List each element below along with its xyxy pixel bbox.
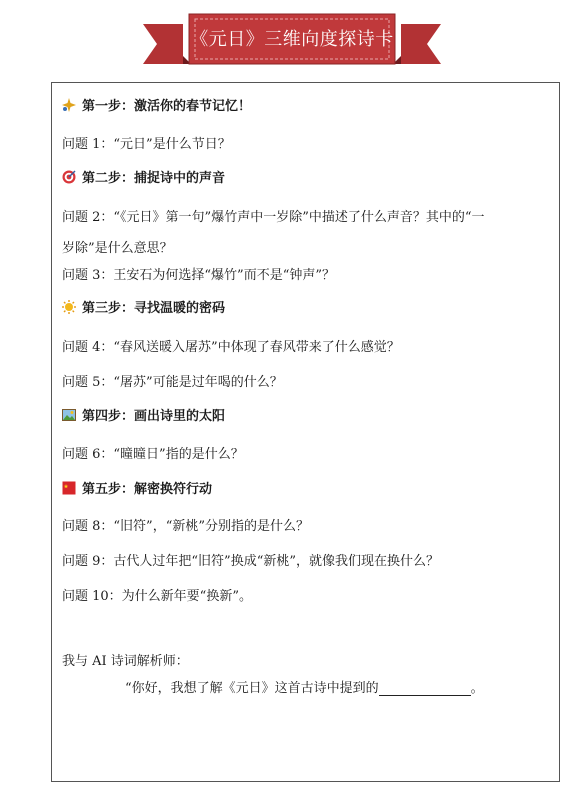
question-2-line-1: 问题 2：“《元日》第一句”爆竹声中一岁除”中描述了什么声音？其中的“一 bbox=[62, 210, 485, 225]
step-3-heading bbox=[62, 297, 225, 316]
question-1: 问题 1：“元日”是什么节日？ bbox=[62, 137, 231, 152]
question-4: 问题 4：“春风送暖入屠苏”中体现了春风带来了什么感觉？ bbox=[62, 340, 400, 355]
step-4-heading bbox=[62, 405, 225, 424]
dialogue-prompt-line bbox=[125, 677, 484, 696]
answer-blank[interactable] bbox=[379, 681, 471, 696]
dialogue-end: 。 bbox=[470, 681, 484, 696]
sparkle-icon bbox=[62, 98, 76, 112]
question-5: 问题 5：“屠苏”可能是过年喝的什么？ bbox=[62, 375, 283, 390]
title-banner bbox=[143, 6, 441, 72]
dialogue-intro: 我与 AI 诗词解析师： bbox=[62, 654, 189, 669]
step-5-label: 第五步：解密换符行动 bbox=[82, 482, 213, 497]
red-square-icon bbox=[62, 481, 76, 495]
step-3-label: 第三步：寻找温暖的密码 bbox=[82, 301, 226, 316]
question-6: 问题 6：“曈曈日”指的是什么？ bbox=[62, 447, 244, 462]
target-icon bbox=[62, 170, 76, 184]
step-2-label: 第二步：捕捉诗中的声音 bbox=[82, 171, 226, 186]
dialogue-prompt: “你好，我想了解《元日》这首古诗中提到的 bbox=[125, 681, 379, 696]
step-5-heading bbox=[62, 478, 212, 497]
step-4-label: 第四步：画出诗里的太阳 bbox=[82, 409, 226, 424]
question-9: 问题 9：古代人过年把“旧符”换成“新桃”，就像我们现在换什么？ bbox=[62, 554, 439, 569]
step-1-label: 第一步：激活你的春节记忆！ bbox=[82, 99, 252, 114]
question-8: 问题 8：“旧符”，“新桃”分别指的是什么？ bbox=[62, 519, 309, 534]
banner-title: 《元日》三维向度探诗卡 bbox=[190, 29, 394, 50]
question-10: 问题 10：为什么新年要“换新”。 bbox=[62, 589, 252, 604]
step-1-heading bbox=[62, 95, 251, 114]
picture-icon bbox=[62, 408, 76, 422]
question-3: 问题 3：王安石为何选择“爆竹”而不是“钟声”？ bbox=[62, 268, 335, 283]
step-2-heading bbox=[62, 167, 225, 186]
sun-icon bbox=[62, 300, 76, 314]
question-2-line-2: 岁除”是什么意思？ bbox=[62, 241, 173, 256]
